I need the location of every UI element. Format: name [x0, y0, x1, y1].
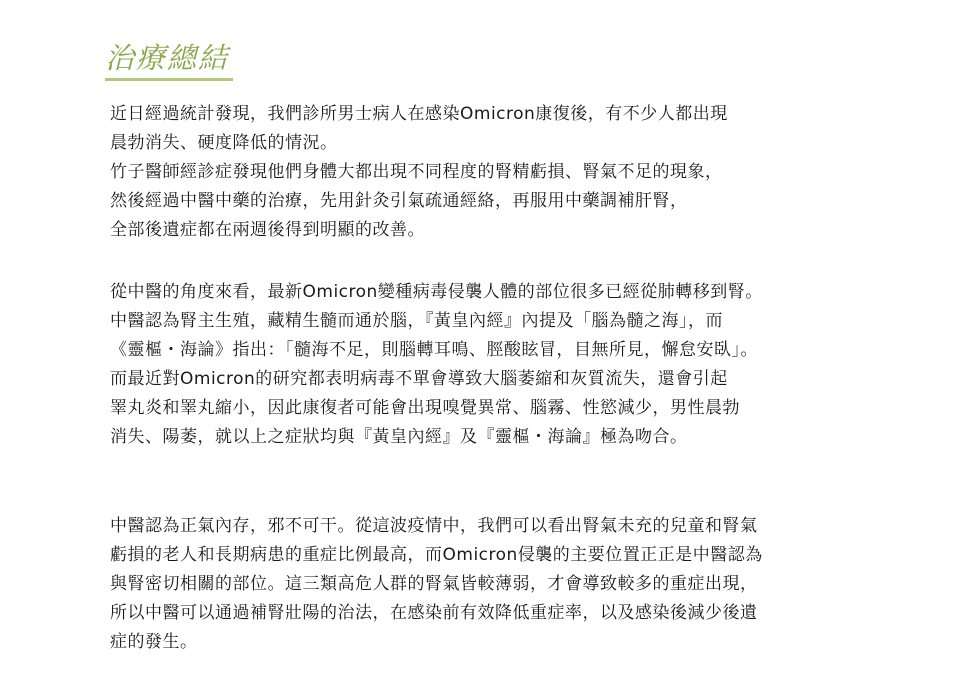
paragraph-line: 消失、陽萎，就以上之症狀均與『黃皇內經』及『靈樞・海論』極為吻合。 — [110, 427, 688, 447]
page-title: 治療總結 — [105, 41, 230, 75]
paragraph-line: 然後經過中醫中藥的治療，先用針灸引氣疏通經絡，再服用中藥調補肝腎， — [110, 191, 688, 211]
paragraph-1 — [110, 100, 870, 245]
paragraph-line: 睪丸炎和睪丸縮小，因此康復者可能會出現嗅覺異常、腦霧、性慾減少，男性晨勃 — [110, 398, 740, 418]
paragraph-line: 而最近對Omicron的研究都表明病毒不單會導致大腦萎縮和灰質流失，還會引起 — [110, 369, 728, 389]
paragraph-line: 全部後遺症都在兩週後得到明顯的改善。 — [110, 220, 425, 240]
paragraph-line: 所以中醫可以通過補腎壯陽的治法，在感染前有效降低重症率，以及感染後減少後遺 — [110, 603, 758, 623]
paragraph-line: 症的發生。 — [110, 632, 198, 652]
paragraph-line: 虧損的老人和長期病患的重症比例最高，而Omicron侵襲的主要位置正正是中醫認為 — [110, 545, 763, 565]
paragraph-line: 中醫認為腎主生殖，藏精生髓而通於腦，『黃皇內經』內提及「腦為髓之海」，而 — [110, 311, 723, 331]
heading-block — [105, 40, 233, 81]
paragraph-line: 從中醫的角度來看，最新Omicron變種病毒侵襲人體的部位很多已經從肺轉移到腎。 — [110, 282, 763, 302]
paragraph-line: 晨勃消失、硬度降低的情況。 — [110, 133, 338, 153]
paragraph-3 — [110, 512, 870, 657]
paragraph-line: 竹子醫師經診症發現他們身體大都出現不同程度的腎精虧損、腎氣不足的現象， — [110, 162, 723, 182]
paragraph-line: 近日經過統計發現，我們診所男士病人在感染Omicron康復後，有不少人都出現 — [110, 104, 728, 124]
paragraph-line: 《靈樞・海論》指出：「髓海不足，則腦轉耳鳴、脛酸眩冒，目無所見，懈怠安臥」。 — [110, 340, 758, 360]
paragraph-2 — [110, 278, 870, 452]
paragraph-line: 中醫認為正氣內存，邪不可干。從這波疫情中，我們可以看出腎氣未充的兒童和腎氣 — [110, 516, 758, 536]
title-underline — [105, 78, 233, 81]
paragraph-line: 與腎密切相關的部位。這三類高危人群的腎氣皆較薄弱，才會導致較多的重症出現， — [110, 574, 758, 594]
